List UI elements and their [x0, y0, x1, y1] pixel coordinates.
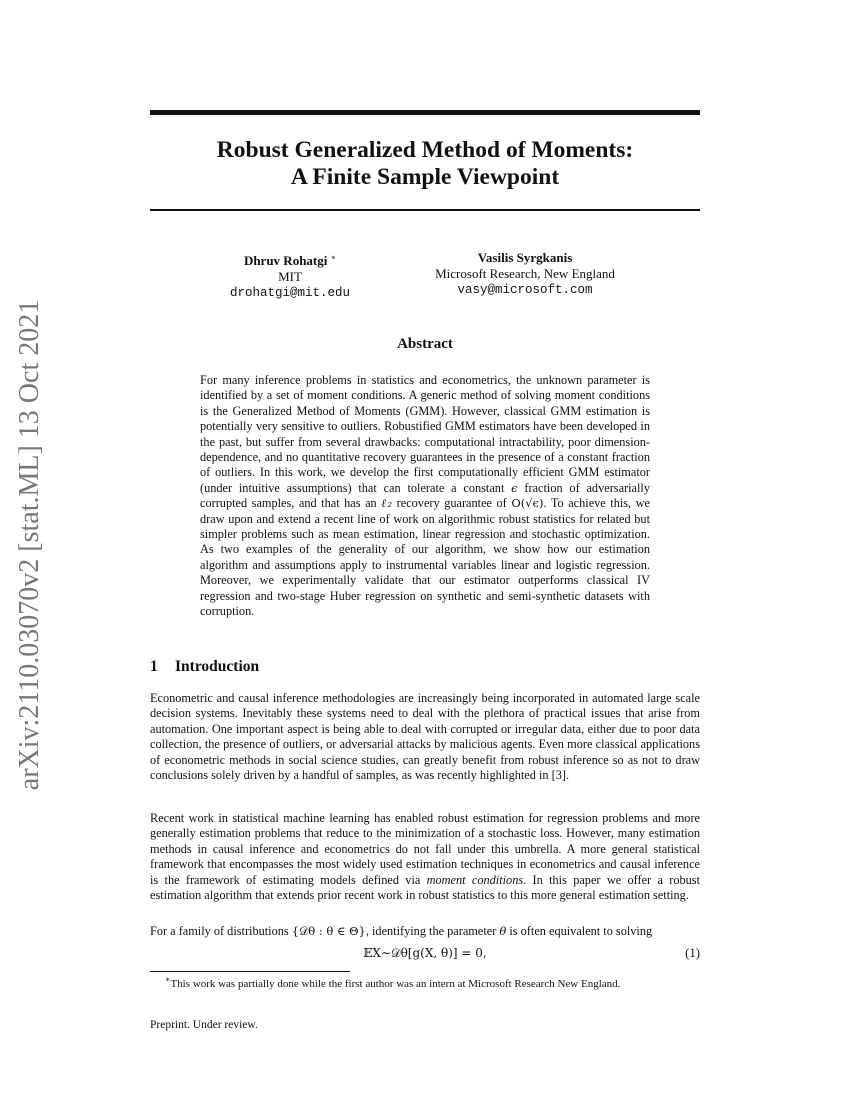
author-email: vasy@microsoft.com — [457, 283, 593, 297]
title-line-1: Robust Generalized Method of Moments: — [216, 137, 634, 163]
distribution-family-math: {𝒟θ : θ ∈ Θ} — [291, 924, 366, 938]
author-name: Vasilis Syrgkanis — [477, 250, 573, 265]
intro-paragraph-1: Econometric and causal inference methodologies are increasingly being incorporated in automated large scale decision systems. Inevitably these systems need to deal with the plethora of practical issues that arise from automation. One important aspect is being able to deal with corrupted or irregular data, either due to poor data collection, the presence of outliers, or adversarial attacks by malicious agents. Even more classical applications of econometric methods in social science studies, can greatly benefit from robust inference so as not to draw conclusions solely driven by a handful of samples, as was recently highlighted in [3]. — [150, 691, 700, 783]
section-heading — [150, 658, 259, 676]
title-line-2: A Finite Sample Viewpoint — [290, 164, 560, 190]
section-number: 1 — [150, 658, 158, 675]
footnote — [165, 975, 620, 990]
abstract-heading: Abstract — [397, 336, 453, 352]
paragraph-text: , identifying the parameter — [365, 924, 500, 938]
arxiv-sidebar — [0, 0, 60, 1100]
abstract-text: fraction of adversarially corrupted samples, and that has an — [200, 480, 650, 511]
abstract-body — [200, 373, 650, 620]
author-affiliation: MIT — [278, 269, 302, 284]
abstract-text: . To achieve this, we draw upon and extend a recent line of work on algorithmic robust statistics for related but simpler problems such as mean estimation, linear regression and stochastic optimization. As two examples of the generality of our algorithm, we show how our estimation algorithm and assumptions apply to instrumental variables linear and logistic regression. Moreover, we experimentally validate that our estimator outperforms classical IV regression and two-stage Huber regression on synthetic and semi-synthetic datasets with corruption. — [200, 496, 651, 619]
equation-body: 𝔼X∼𝒟θ[g(X, θ)] = 0, — [363, 946, 487, 960]
footnote-rule — [150, 971, 350, 972]
paper-title — [150, 137, 700, 191]
author-affiliation: Microsoft Research, New England — [435, 266, 615, 281]
footnote-text: This work was partially done while the first author was an intern at Microsoft Research New England. — [170, 978, 621, 990]
paragraph-text: For a family of distributions — [150, 924, 292, 938]
theta-symbol: θ — [499, 924, 507, 938]
arxiv-identifier: arXiv:2110.03070v2 [stat.ML] 13 Oct 2021 — [14, 299, 45, 791]
paragraph-text: is often equivalent to solving — [506, 924, 653, 938]
intro-paragraph-2 — [150, 811, 700, 903]
preprint-notice: Preprint. Under review. — [150, 1019, 258, 1031]
footnote-mark: ∗ — [330, 253, 337, 262]
epsilon-symbol: ϵ — [511, 480, 518, 495]
paragraph-text: . In this paper we offer a robust estimation algorithm that extends prior recent work in robust statistics to this more general estimation setting. — [150, 872, 700, 903]
emphasis-text: moment conditions — [426, 872, 524, 887]
author-block-2 — [410, 250, 640, 298]
equation-number: (1) — [685, 946, 700, 960]
intro-paragraph-3 — [150, 924, 700, 939]
title-rule-bottom — [150, 209, 700, 211]
paragraph-text: Recent work in statistical machine learning has enabled robust estimation for regression problems and more generally estimation problems that reduce to the minimization of a stochastic loss. However, many estimation methods in causal inference and econometrics do not fall under this umbrella. A more general statistical framework that encompasses the most widely used estimation techniques in econometrics and causal inference is the framework of estimating models defined via — [150, 811, 700, 887]
rate-symbol: O(√ϵ) — [511, 496, 544, 511]
l2-symbol: ℓ₂ — [381, 496, 393, 511]
footnote-mark: ∗ — [165, 975, 171, 984]
author-email: drohatgi@mit.edu — [229, 286, 351, 300]
author-block-1 — [190, 250, 390, 301]
title-rule-top — [150, 110, 700, 115]
abstract-text: recovery guarantee of — [392, 496, 512, 511]
abstract-text: For many inference problems in statistics and econometrics, the unknown parameter is identified by a set of moment conditions. A generic method of solving moment conditions is the Generalized Method of Moments (GMM). However, classical GMM estimation is potentially very sensitive to outliers. Robustified GMM estimators have been developed in the past, but suffer from several drawbacks: computational intractability, poor dimension-dependence, and no quantitative recovery guarantees in the presence of a constant fraction of outliers. In this work, we develop the first computationally efficient GMM estimator (under intuitive assumptions) that can tolerate a constant — [200, 373, 650, 495]
section-title: Introduction — [175, 658, 260, 675]
author-name: Dhruv Rohatgi — [243, 253, 328, 268]
